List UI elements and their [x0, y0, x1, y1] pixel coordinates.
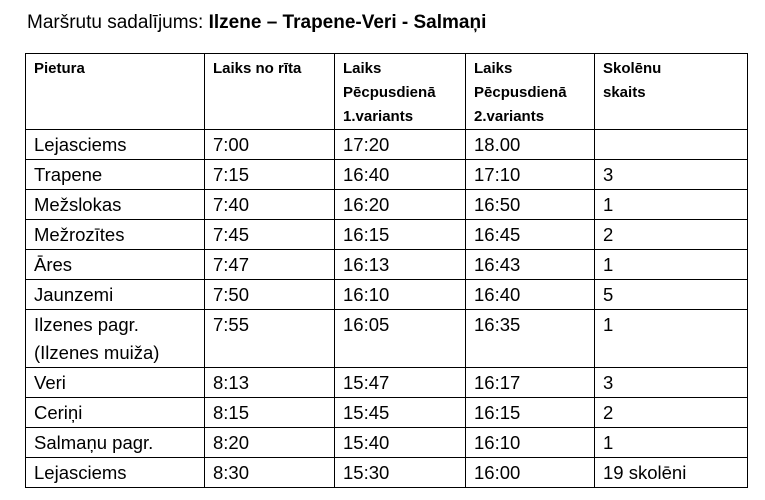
morning-time-cell [205, 160, 335, 190]
afternoon-v1-value: 15:45 [343, 402, 390, 423]
stop-name-cell [26, 220, 205, 250]
table-row [26, 220, 748, 250]
morning-time-cell [205, 250, 335, 280]
stop-name-cell [26, 160, 205, 190]
stop-name-cell [26, 310, 205, 368]
afternoon-v2-cell [466, 220, 595, 250]
afternoon-v1-value: 15:30 [343, 462, 390, 483]
afternoon-v2-value: 16:43 [474, 254, 521, 275]
morning-time-cell [205, 428, 335, 458]
stop-name-line: Jaunzemi [34, 284, 114, 305]
student-count-value: 3 [603, 164, 614, 185]
afternoon-v1-cell [335, 428, 466, 458]
afternoon-v1-cell [335, 458, 466, 488]
header-stop [26, 54, 205, 130]
morning-time-value: 8:13 [213, 372, 250, 393]
afternoon-v2-cell [466, 280, 595, 310]
stop-name-line: Lejasciems [34, 462, 127, 483]
student-count-value: 2 [603, 402, 614, 423]
afternoon-v1-value: 16:13 [343, 254, 390, 275]
table-row [26, 458, 748, 488]
student-count-cell [595, 220, 748, 250]
morning-time-cell [205, 368, 335, 398]
stop-name-cell [26, 398, 205, 428]
afternoon-v1-cell [335, 398, 466, 428]
afternoon-v2-cell [466, 458, 595, 488]
table-row [26, 250, 748, 280]
stop-name-cell [26, 280, 205, 310]
stop-name-cell [26, 190, 205, 220]
header-afternoon-variant-2 [466, 54, 595, 130]
table-row [26, 398, 748, 428]
student-count-cell [595, 160, 748, 190]
afternoon-v1-cell [335, 190, 466, 220]
stop-name-cell [26, 458, 205, 488]
student-count-value: 1 [603, 432, 614, 453]
afternoon-v2-value: 16:10 [474, 432, 521, 453]
stop-name-line: Salmaņu pagr. [34, 432, 154, 453]
stop-name-line: Mežslokas [34, 194, 122, 215]
stop-name-line: Trapene [34, 164, 103, 185]
student-count-cell [595, 130, 748, 160]
title-route: Ilzene – Trapene-Veri - Salmaņi [208, 12, 487, 33]
afternoon-v2-cell [466, 250, 595, 280]
student-count-cell [595, 428, 748, 458]
header-afternoon-variant-1 [335, 54, 466, 130]
morning-time-cell [205, 458, 335, 488]
table-row [26, 160, 748, 190]
header-morning-line: Laiks no rīta [213, 60, 302, 77]
student-count-cell [595, 310, 748, 368]
student-count-cell [595, 250, 748, 280]
student-count-value: 19 skolēni [603, 462, 687, 483]
document-title [27, 10, 486, 36]
morning-time-value: 7:45 [213, 224, 250, 245]
afternoon-v1-value: 15:40 [343, 432, 390, 453]
stop-name-line: Ilzenes pagr. [34, 314, 139, 335]
morning-time-cell [205, 398, 335, 428]
student-count-value: 1 [603, 314, 614, 335]
header-students-line-1: Skolēnu [603, 60, 662, 77]
stop-name-cell [26, 428, 205, 458]
afternoon-v1-cell [335, 130, 466, 160]
afternoon-v1-cell [335, 250, 466, 280]
afternoon-v2-cell [466, 190, 595, 220]
table-row [26, 310, 748, 368]
header-v2-line-1: Laiks [474, 60, 513, 77]
afternoon-v1-value: 15:47 [343, 372, 390, 393]
header-morning-time [205, 54, 335, 130]
afternoon-v2-value: 16:00 [474, 462, 521, 483]
afternoon-v1-cell [335, 310, 466, 368]
afternoon-v1-cell [335, 368, 466, 398]
student-count-value: 1 [603, 254, 614, 275]
morning-time-value: 7:00 [213, 134, 250, 155]
morning-time-cell [205, 220, 335, 250]
header-v2-line-3: 2.variants [474, 108, 545, 125]
afternoon-v2-value: 16:40 [474, 284, 521, 305]
afternoon-v2-value: 16:15 [474, 402, 521, 423]
table-row [26, 130, 748, 160]
afternoon-v2-cell [466, 368, 595, 398]
stop-name-cell [26, 130, 205, 160]
student-count-value: 1 [603, 194, 614, 215]
afternoon-v1-value: 16:15 [343, 224, 390, 245]
header-v1-line-2: Pēcpusdienā [343, 84, 436, 101]
morning-time-cell [205, 310, 335, 368]
student-count-value: 2 [603, 224, 614, 245]
afternoon-v2-cell [466, 428, 595, 458]
afternoon-v2-cell [466, 310, 595, 368]
table-row [26, 368, 748, 398]
stop-name-line: Ceriņi [34, 402, 83, 423]
table-body [26, 130, 748, 488]
morning-time-value: 8:20 [213, 432, 250, 453]
header-stop-line: Pietura [34, 60, 85, 77]
morning-time-value: 7:47 [213, 254, 250, 275]
student-count-cell [595, 280, 748, 310]
table-row [26, 280, 748, 310]
afternoon-v2-value: 17:10 [474, 164, 521, 185]
afternoon-v2-value: 18.00 [474, 134, 521, 155]
table-row [26, 428, 748, 458]
stop-name-cell [26, 368, 205, 398]
morning-time-value: 7:55 [213, 314, 250, 335]
stop-name-line: Lejasciems [34, 134, 127, 155]
afternoon-v1-value: 16:05 [343, 314, 390, 335]
student-count-cell [595, 190, 748, 220]
stop-name-line: Āres [34, 254, 73, 275]
header-v1-line-3: 1.variants [343, 108, 414, 125]
afternoon-v1-cell [335, 220, 466, 250]
header-students-line-2: skaits [603, 84, 646, 101]
morning-time-cell [205, 190, 335, 220]
stop-name-line: (Ilzenes muiža) [34, 342, 160, 363]
student-count-cell [595, 458, 748, 488]
afternoon-v1-cell [335, 280, 466, 310]
afternoon-v1-value: 16:20 [343, 194, 390, 215]
afternoon-v2-cell [466, 160, 595, 190]
morning-time-value: 8:15 [213, 402, 250, 423]
afternoon-v2-value: 16:17 [474, 372, 521, 393]
afternoon-v2-cell [466, 130, 595, 160]
header-row [26, 54, 748, 130]
afternoon-v2-value: 16:50 [474, 194, 521, 215]
afternoon-v2-cell [466, 398, 595, 428]
afternoon-v1-cell [335, 160, 466, 190]
morning-time-value: 7:50 [213, 284, 250, 305]
morning-time-value: 8:30 [213, 462, 250, 483]
afternoon-v1-value: 16:10 [343, 284, 390, 305]
student-count-cell [595, 368, 748, 398]
title-prefix: Maršrutu sadalījums: [27, 12, 209, 33]
student-count-value: 5 [603, 284, 614, 305]
morning-time-value: 7:15 [213, 164, 250, 185]
afternoon-v2-value: 16:45 [474, 224, 521, 245]
student-count-cell [595, 398, 748, 428]
table-row [26, 190, 748, 220]
header-v1-line-1: Laiks [343, 60, 382, 77]
morning-time-value: 7:40 [213, 194, 250, 215]
morning-time-cell [205, 280, 335, 310]
student-count-value: 3 [603, 372, 614, 393]
stop-name-line: Veri [34, 372, 66, 393]
afternoon-v2-value: 16:35 [474, 314, 521, 335]
header-v2-line-2: Pēcpusdienā [474, 84, 567, 101]
stop-name-line: Mežrozītes [34, 224, 125, 245]
morning-time-cell [205, 130, 335, 160]
afternoon-v1-value: 17:20 [343, 134, 390, 155]
header-student-count [595, 54, 748, 130]
afternoon-v1-value: 16:40 [343, 164, 390, 185]
route-schedule-table [25, 53, 748, 488]
stop-name-cell [26, 250, 205, 280]
